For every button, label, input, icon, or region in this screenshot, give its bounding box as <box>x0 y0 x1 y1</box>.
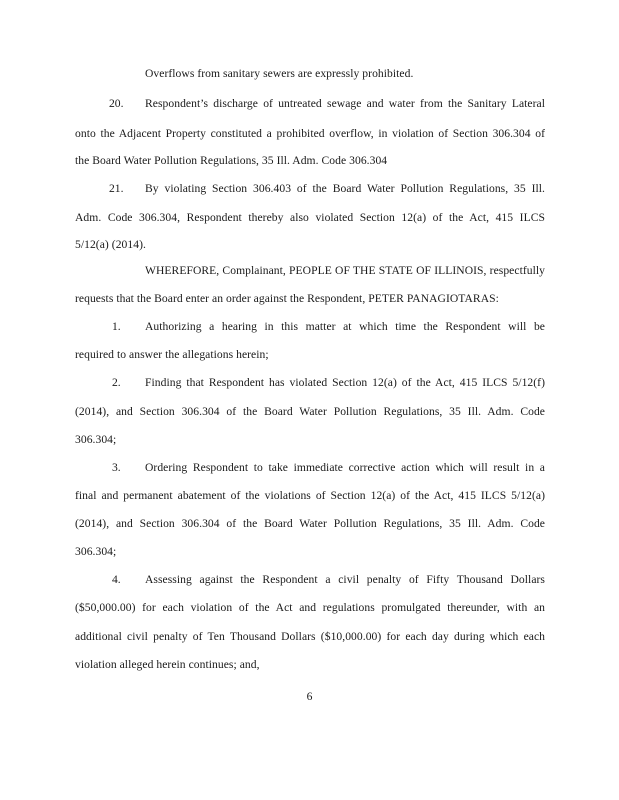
text-line: Authorizing a hearing in this matter at which time the Respondent will be <box>145 320 545 333</box>
text-line: onto the Adjacent Property constituted a prohibited overflow, in violation of Section 306.304 of <box>75 127 545 140</box>
text-line: 306.304; <box>75 545 117 558</box>
text-line: the Board Water Pollution Regulations, 35 Ill. Adm. Code 306.304 <box>75 154 388 167</box>
text-line: requests that the Board enter an order against the Respondent, PETER PANAGIOTARAS: <box>75 292 499 305</box>
text-line: Ordering Respondent to take immediate corrective action which will result in a <box>145 461 545 474</box>
text-line: Respondent’s discharge of untreated sewage and water from the Sanitary Lateral <box>145 97 545 110</box>
text-line: required to answer the allegations herein; <box>75 348 269 361</box>
text-line: final and permanent abatement of the violations of Section 12(a) of the Act, 415 ILCS 5/12(a) <box>75 489 545 502</box>
text-line: ($50,000.00) for each violation of the Act and regulations promulgated thereunder, with an <box>75 601 545 614</box>
text-line: Adm. Code 306.304, Respondent thereby also violated Section 12(a) of the Act, 415 ILCS <box>75 211 545 224</box>
text-line: Finding that Respondent has violated Section 12(a) of the Act, 415 ILCS 5/12(f) <box>145 376 545 389</box>
paragraph-number: 3. <box>112 461 121 474</box>
text-line: violation alleged herein continues; and, <box>75 658 260 671</box>
text-line: WHEREFORE, Complainant, PEOPLE OF THE STATE OF ILLINOIS, respectfully <box>145 264 545 277</box>
text-line: 5/12(a) (2014). <box>75 238 146 251</box>
paragraph-number: 20. <box>109 97 124 110</box>
text-line: (2014), and Section 306.304 of the Board Water Pollution Regulations, 35 Ill. Adm. Code <box>75 517 545 530</box>
text-line: 306.304; <box>75 433 117 446</box>
text-line: Overflows from sanitary sewers are expressly prohibited. <box>145 67 414 80</box>
page-number: 6 <box>306 690 313 703</box>
paragraph-number: 21. <box>109 182 124 195</box>
paragraph-number: 4. <box>112 573 121 586</box>
text-line: By violating Section 306.403 of the Board Water Pollution Regulations, 35 Ill. <box>145 182 545 195</box>
paragraph-number: 2. <box>112 376 121 389</box>
text-line: Assessing against the Respondent a civil penalty of Fifty Thousand Dollars <box>145 573 545 586</box>
text-line: additional civil penalty of Ten Thousand Dollars ($10,000.00) for each day during which each <box>75 630 545 643</box>
text-line: (2014), and Section 306.304 of the Board Water Pollution Regulations, 35 Ill. Adm. Code <box>75 405 545 418</box>
paragraph-number: 1. <box>112 320 121 333</box>
